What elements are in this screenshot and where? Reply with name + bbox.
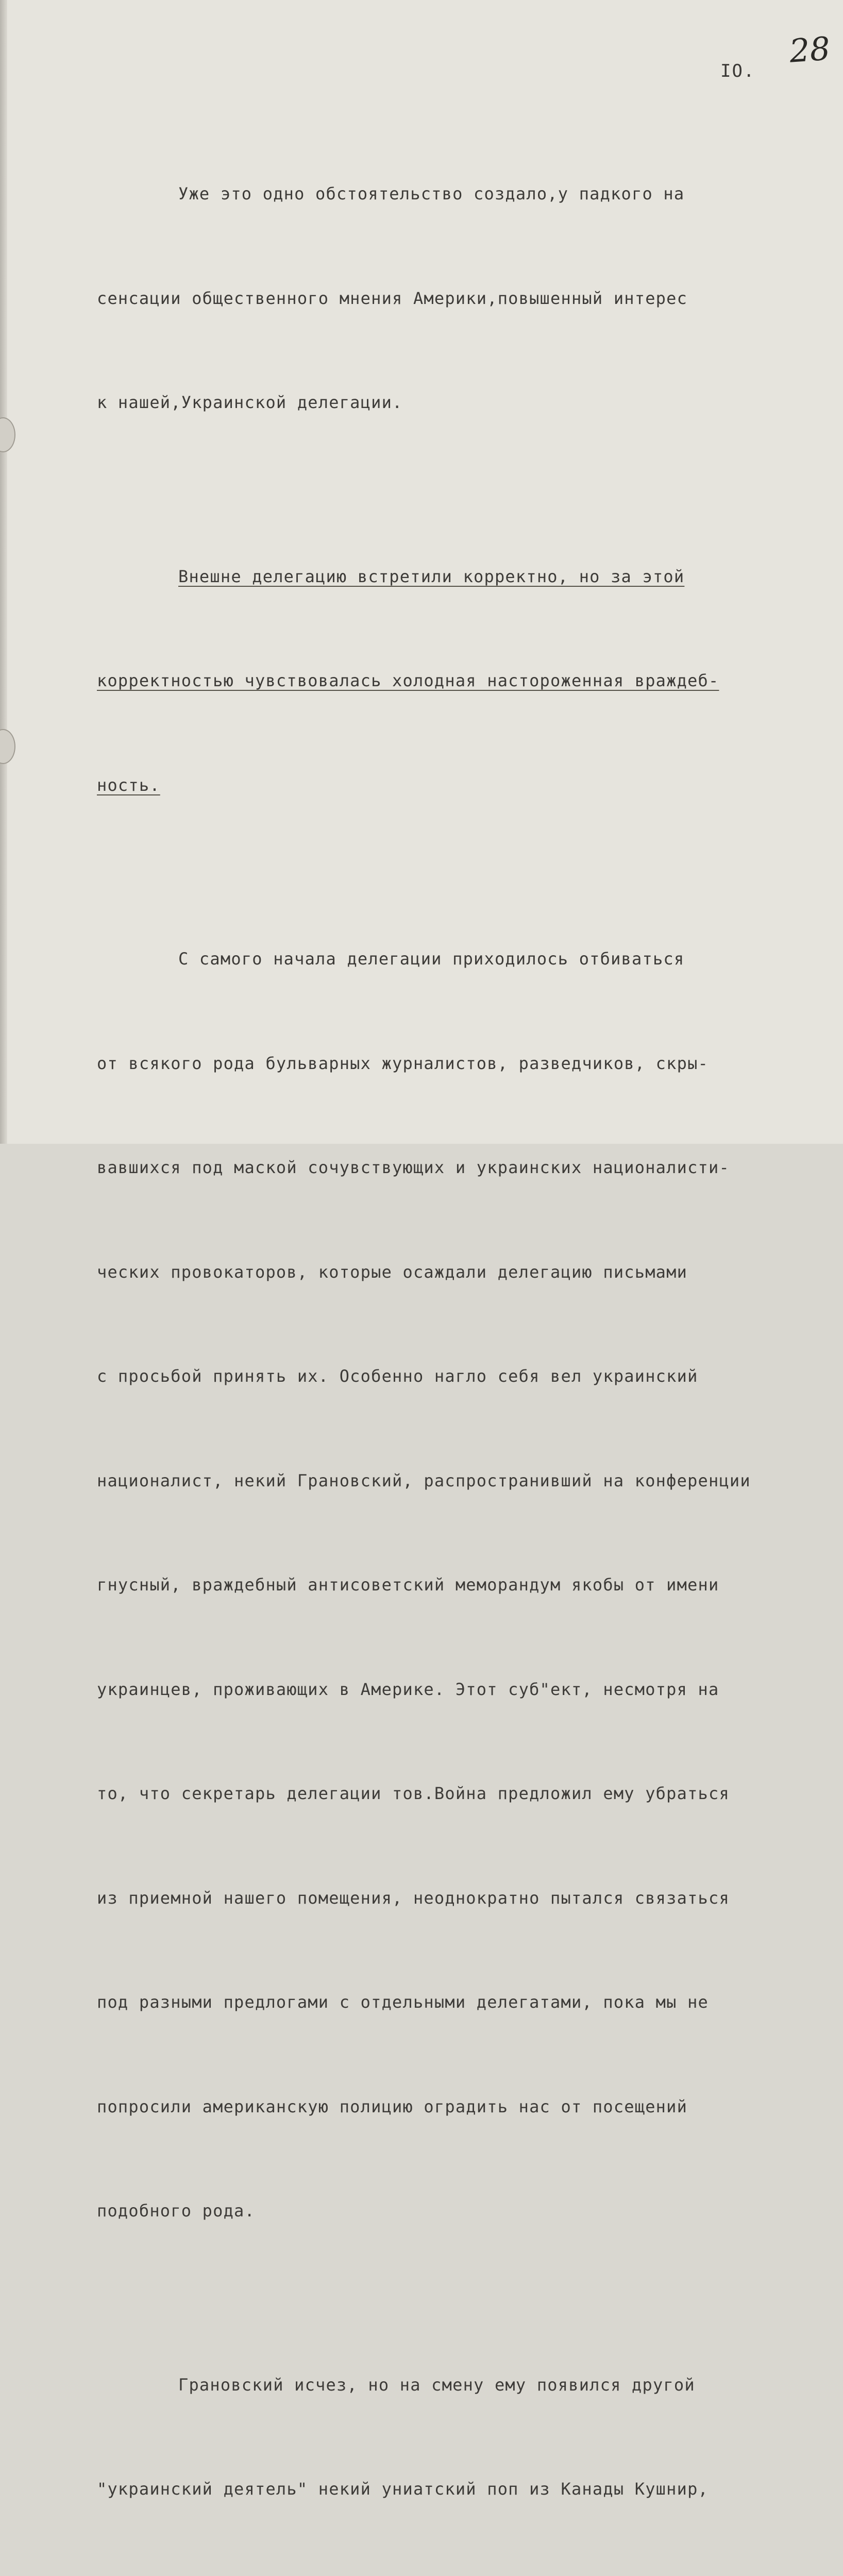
text-line: Грановский исчез, но на смену ему появился другой bbox=[97, 2368, 813, 2403]
paragraph bbox=[97, 107, 813, 490]
document-page bbox=[0, 0, 843, 1144]
punch-hole bbox=[0, 417, 15, 452]
handwritten-sheet-number: 28 bbox=[788, 29, 832, 70]
text-line: "украинский деятель" некий униатский поп из Канады Кушнир, bbox=[97, 2472, 813, 2507]
text-line: с просьбой принять их. Особенно нагло себя вел украинский bbox=[97, 1359, 813, 1394]
text-line: ческих провокаторов, которые осаждали делегацию письмами bbox=[97, 1255, 813, 1290]
text-line: сенсации общественного мнения Америки,повышенный интерес bbox=[97, 281, 813, 316]
punch-hole bbox=[0, 729, 15, 764]
text-line: корректностью чувствовалась холодная настороженная враждеб- bbox=[97, 664, 813, 699]
text-line: то, что секретарь делегации тов.Война предложил ему убраться bbox=[97, 1776, 813, 1811]
text-line: к нашей,Украинской делегации. bbox=[97, 385, 813, 420]
text-line: националист, некий Грановский, распространивший на конференции bbox=[97, 1464, 813, 1499]
text-line: подобного рода. bbox=[97, 2194, 813, 2229]
text-line: вавшихся под маской сочувствующих и украинских националисти- bbox=[97, 1150, 813, 1185]
text-line: Внешне делегацию встретили корректно, но за этой bbox=[97, 560, 813, 595]
text-line: украинцев, проживающих в Америке. Этот суб"ект, несмотря на bbox=[97, 1672, 813, 1707]
text-line: С самого начала делегации приходилось отбиваться bbox=[97, 942, 813, 977]
text-line: под разными предлогами с отдельными делегатами, пока мы не bbox=[97, 1985, 813, 2020]
page-number: IO. bbox=[720, 61, 755, 81]
text-line: Уже это одно обстоятельство создало,у падкого на bbox=[97, 177, 813, 212]
paragraph bbox=[97, 872, 813, 2298]
text-line: от всякого рода бульварных журналистов, разведчиков, скры- bbox=[97, 1046, 813, 1081]
paragraph bbox=[97, 2298, 813, 2576]
binding-edge bbox=[0, 0, 7, 1144]
text-line: ность. bbox=[97, 768, 813, 803]
typed-text-body bbox=[97, 107, 813, 2576]
underlined-paragraph bbox=[97, 490, 813, 873]
text-line: гнусный, враждебный антисоветский меморандум якобы от имени bbox=[97, 1568, 813, 1603]
text-line: попросили американскую полицию оградить нас от посещений bbox=[97, 2090, 813, 2125]
text-line: из приемной нашего помещения, неоднократно пытался связаться bbox=[97, 1881, 813, 1916]
